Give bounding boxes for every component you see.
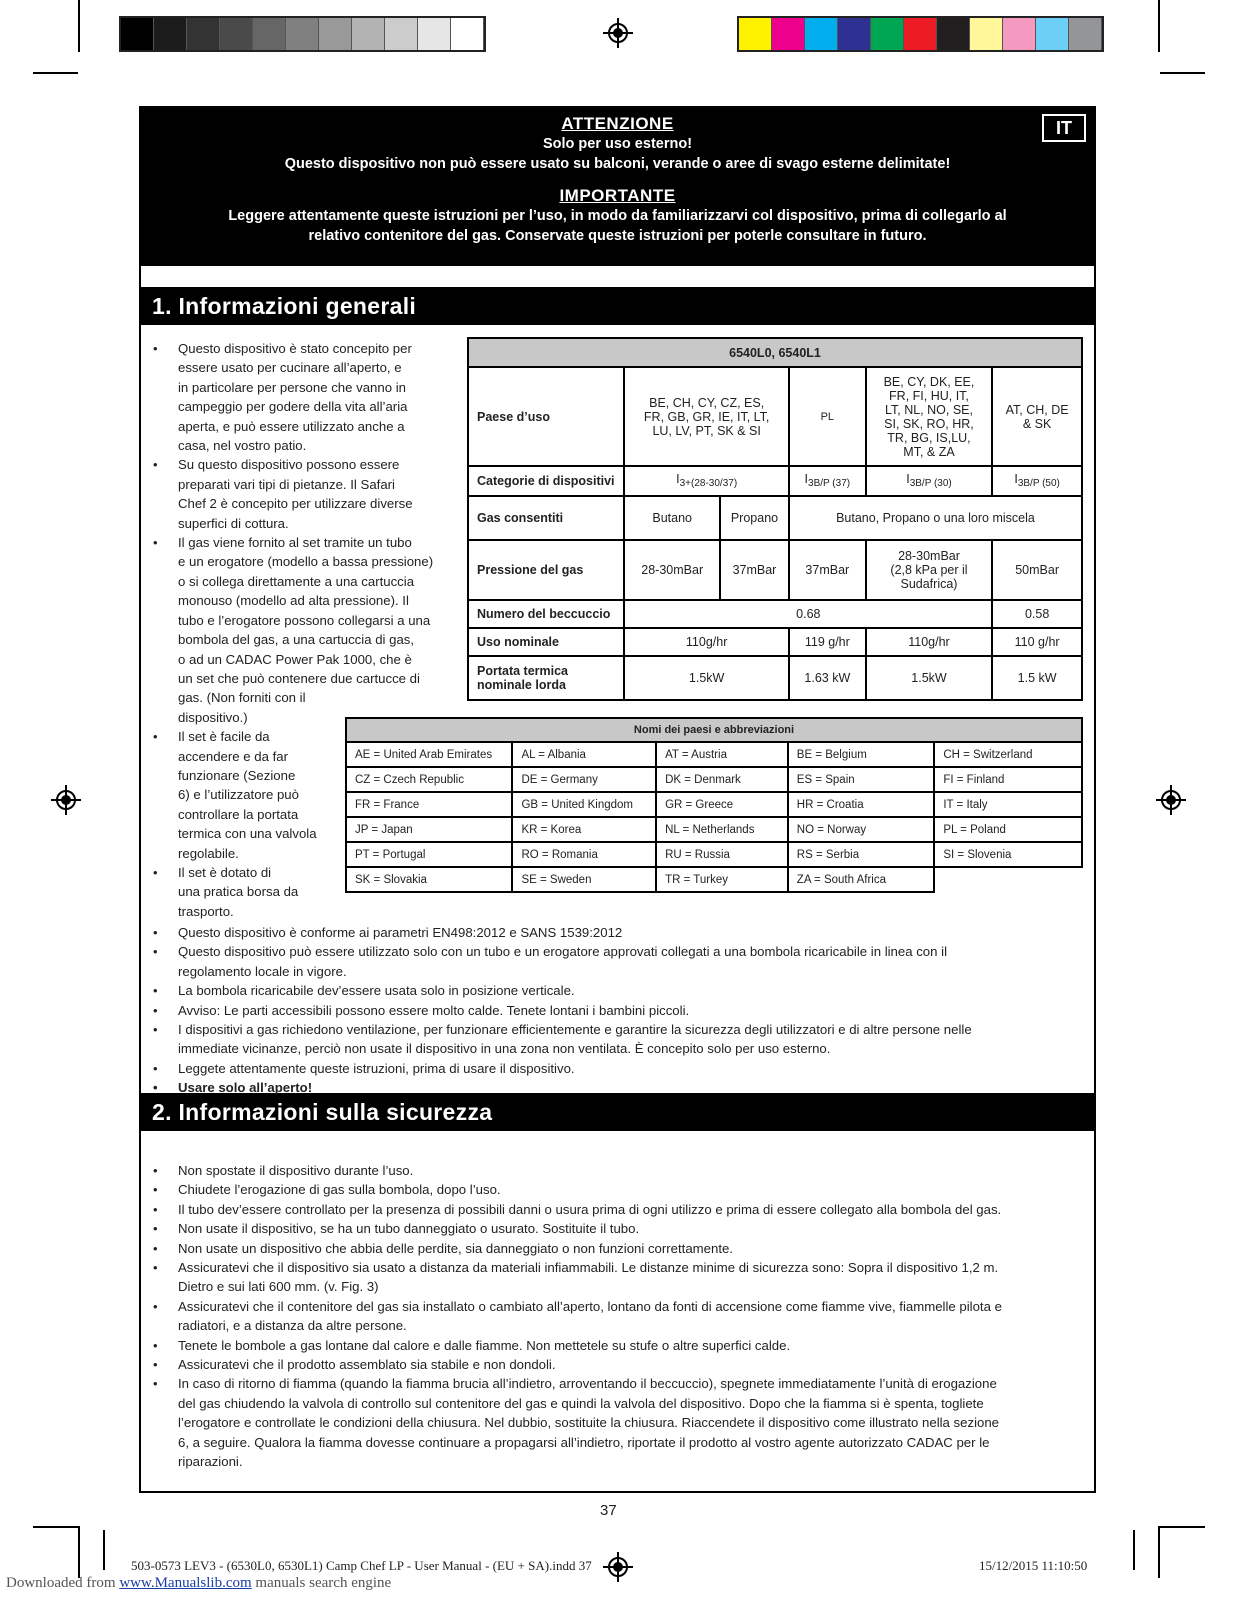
list-item-line: o ad un CADAC Power Pak 1000, che è	[178, 651, 412, 667]
cell-line: BE, CY, DK, EE,	[883, 374, 975, 389]
list-item	[147, 1297, 1067, 1336]
list-item-line: in particolare per persone che vanno in	[178, 379, 406, 395]
registration-mark-icon	[1156, 785, 1186, 815]
list-item-line: • Il tubo dev’essere controllato per la presenza di possibili danni o usura prima di ogni utilizzo e prima di essere collegato alla bombola del gas.	[178, 1201, 1002, 1217]
list-item	[147, 1355, 1067, 1374]
country-cell: IT = Italy	[934, 792, 1082, 817]
table-cell: Butano, Propano o una loro miscela	[789, 496, 1082, 540]
table-cell: 50mBar	[992, 540, 1082, 600]
crop-mark	[103, 1530, 105, 1570]
list-item-line: superfici di cottura.	[178, 515, 289, 531]
section-title: 1. Informazioni generali	[141, 287, 1094, 325]
list-item-line: funzionare (Sezione	[178, 767, 296, 783]
list-item-line: • Su questo dispositivo possono essere	[178, 457, 400, 473]
general-info-list-wide	[147, 923, 1067, 1098]
crop-mark	[33, 1526, 78, 1528]
download-notice	[6, 1575, 391, 1592]
category-base: I	[676, 471, 680, 486]
list-item-line: • In caso di ritorno di fiamma (quando la fiamma brucia all’indietro, arroventando il beccuccio), spegnete immediatamente l’unità di erogazione	[178, 1376, 997, 1392]
country-cell: TR = Turkey	[656, 867, 788, 892]
cell-line: Sudafrica)	[900, 577, 958, 591]
table-cell	[624, 466, 789, 496]
color-swatch	[772, 18, 805, 50]
country-cell: RU = Russia	[656, 842, 788, 867]
crop-mark	[1158, 0, 1160, 52]
crop-mark	[78, 1526, 80, 1578]
cell-line: TR, BG, IS,LU,	[887, 430, 971, 445]
footer-timestamp: 15/12/2015 11:10:50	[979, 1558, 1088, 1573]
color-swatch	[319, 18, 352, 50]
row-label: Categorie di dispositivi	[468, 466, 624, 496]
warning-banner	[141, 108, 1094, 266]
list-item-line: Dietro e sui lati 600 mm. (v. Fig. 3)	[178, 1279, 379, 1295]
cell-line: BE, CH, CY, CZ, ES,	[649, 395, 765, 410]
list-item-line: • Questo dispositivo è conforme ai parametri EN498:2012 e SANS 1539:2012	[178, 925, 623, 940]
list-item-line: • Assicuratevi che il contenitore del gas sia installato o cambiato all’aperto, lontano da fonti di accensione come fiamme vive, fiammelle pilota e	[178, 1298, 1002, 1314]
color-swatch	[286, 18, 319, 50]
cell-line: Portata termica	[477, 664, 569, 678]
safety-info-list	[147, 1161, 1067, 1472]
country-abbreviations-table	[345, 717, 1083, 893]
country-cell: ES = Spain	[788, 767, 935, 792]
row-label: Numero del beccuccio	[468, 600, 624, 628]
country-cell: DE = Germany	[512, 767, 656, 792]
crop-mark	[78, 0, 80, 52]
table-row	[346, 867, 1082, 892]
list-item-line: • Questo dispositivo può essere utilizzato solo con un tubo e un erogatore approvati collegati a una bombola ricaricabile in linea con il	[178, 944, 948, 960]
color-swatch	[838, 18, 871, 50]
country-cell: AL = Albania	[512, 742, 656, 767]
list-item-line: dispositivo.)	[178, 709, 248, 725]
cell-line: 28-30mBar	[898, 549, 960, 563]
table-cell: 1.63 kW	[789, 656, 866, 700]
list-item-line: • Chiudete l’erogazione di gas sulla bombola, dopo l’uso.	[178, 1182, 501, 1198]
cell-line: AT, CH, DE	[1005, 402, 1069, 417]
country-cell: CH = Switzerland	[934, 742, 1082, 767]
table-cell	[866, 540, 993, 600]
banner-heading-attenzione: ATTENZIONE	[561, 114, 674, 133]
table-cell	[789, 367, 866, 466]
country-cell: NL = Netherlands	[656, 817, 788, 842]
cmyk-color-bar	[737, 16, 1104, 52]
table-row	[346, 742, 1082, 767]
banner-line: Leggere attentamente queste istruzioni per l’uso, in modo da familiarizzarvi col dispositivo, prima di collegarlo al	[228, 208, 1007, 224]
country-cell: PL = Poland	[934, 817, 1082, 842]
country-cell: PT = Portugal	[346, 842, 512, 867]
list-item-line: Chef 2 è concepito per utilizzare diverse	[178, 496, 413, 512]
list-item-line: essere usato per cucinare all’aperto, e	[178, 360, 402, 376]
list-item	[147, 923, 1067, 942]
list-item-line: monouso (modello ad alta pressione). Il	[178, 593, 409, 609]
color-swatch	[904, 18, 937, 50]
list-item-line: del gas chiudendo la valvola di controllo sul contenitore del gas e quindi la valvola del dispositivo. Dopo che la fiamma si è spenta, togliete	[178, 1395, 984, 1411]
country-cell: CZ = Czech Republic	[346, 767, 512, 792]
list-item-line: • Non usate un dispositivo che abbia delle perdite, sia danneggiato o non funzioni correttamente.	[178, 1240, 733, 1256]
list-item-line: o si collega direttamente a una cartuccia	[178, 573, 415, 589]
cell-line: MT, & ZA	[903, 444, 955, 459]
download-prefix: Downloaded from	[6, 1575, 116, 1591]
section-title: 2. Informazioni sulla sicurezza	[141, 1093, 1094, 1131]
color-swatch	[121, 18, 154, 50]
registration-mark-icon	[603, 1552, 633, 1582]
list-item	[147, 942, 1067, 981]
specification-table	[467, 337, 1083, 701]
color-swatch	[418, 18, 451, 50]
color-swatch	[871, 18, 904, 50]
cell-line: FR, FI, HU, IT,	[889, 388, 969, 403]
table-cell: 0.58	[992, 600, 1082, 628]
list-item-line: • Avviso: Le parti accessibili possono essere molto calde. Tenete lontani i bambini piccoli.	[178, 1002, 690, 1018]
list-item-line: immediate vicinanze, perciò non usate il dispositivo in una zona non ventilata. È concepito solo per uso esterno.	[178, 1041, 831, 1057]
banner-line: Questo dispositivo non può essere usato su balconi, verande o aree di svago esterne delimitate!	[284, 156, 951, 172]
list-item	[147, 981, 1067, 1000]
list-item-line: campeggio per godere della vita all’aria	[178, 399, 408, 415]
color-swatch	[805, 18, 838, 50]
crop-mark	[33, 72, 78, 74]
country-cell: SK = Slovakia	[346, 867, 512, 892]
list-item-line: regolabile.	[178, 845, 239, 861]
country-cell: FR = France	[346, 792, 512, 817]
crop-mark	[1160, 72, 1205, 74]
list-item	[147, 1200, 1067, 1219]
country-cell: HR = Croatia	[788, 792, 935, 817]
table-cell: 28-30mBar	[624, 540, 720, 600]
row-label: Pressione del gas	[468, 540, 624, 600]
list-item-line: preparati vari tipi di pietanze. Il Safari	[178, 476, 395, 492]
list-item-line: • Questo dispositivo è stato concepito per	[178, 341, 412, 356]
color-swatch	[385, 18, 418, 50]
category-base: I	[906, 471, 910, 486]
list-item-line: tubo e l’erogatore possono collegarsi a una	[178, 612, 431, 628]
country-cell: FI = Finland	[934, 767, 1082, 792]
list-item-line: • Assicuratevi che il prodotto assemblato sia stabile e non dondoli.	[178, 1357, 556, 1373]
list-item-line: 6) e l’utilizzatore può	[178, 787, 299, 803]
color-swatch	[937, 18, 970, 50]
table-cell: 110g/hr	[624, 628, 789, 656]
color-swatch	[352, 18, 385, 50]
color-swatch	[1069, 18, 1102, 50]
cell-line: (2,8 kPa per il	[890, 563, 968, 577]
list-item-line: controllare la portata	[178, 806, 299, 822]
list-item-line: • I dispositivi a gas richiedono ventilazione, per funzionare efficientemente e garantire la sicurezza degli utilizzatori e di altre persone nelle	[178, 1022, 972, 1038]
table-cell	[992, 367, 1082, 466]
country-cell: RO = Romania	[512, 842, 656, 867]
country-cell	[934, 867, 1082, 892]
list-item	[147, 1258, 1067, 1297]
table-cell: 119 g/hr	[789, 628, 866, 656]
list-item	[147, 1059, 1067, 1078]
table-cell: 37mBar	[789, 540, 866, 600]
cell-line: SI, SK, RO, HR,	[884, 416, 974, 431]
footer-file-info: 503-0573 LEV3 - (6530L0, 6530L1) Camp Chef LP - User Manual - (EU + SA).indd 37	[131, 1558, 592, 1573]
table-cell: 1.5kW	[624, 656, 789, 700]
table-cell: 110 g/hr	[992, 628, 1082, 656]
cell-line: LU, LV, PT, SK & SI	[652, 423, 761, 438]
list-item-line: regolamento locale in vigore.	[178, 963, 347, 979]
list-item-line: • Leggete attentamente queste istruzioni, prima di usare il dispositivo.	[178, 1060, 575, 1076]
banner-heading-importante: IMPORTANTE	[559, 186, 676, 205]
country-cell: SI = Slovenia	[934, 842, 1082, 867]
list-item-line: e un erogatore (modello a bassa pressione)	[178, 554, 434, 570]
color-swatch	[1036, 18, 1069, 50]
country-cell: JP = Japan	[346, 817, 512, 842]
category-sub: 3+(28-30/37)	[679, 477, 738, 489]
list-item-line: l’erogatore e controllate le condizioni della chiusura. Nel dubbio, sostituite la chiusura. Riaccendete il dispositivo come illustrato nella sezione	[178, 1415, 1000, 1431]
row-label: Gas consentiti	[468, 496, 624, 540]
country-cell: RS = Serbia	[788, 842, 935, 867]
table-cell: 110g/hr	[866, 628, 993, 656]
cell-line: PL	[820, 410, 835, 423]
list-item	[147, 1219, 1067, 1238]
list-item-line: 6, a seguire. Qualora la fiamma dovesse continuare a propagarsi all’indietro, riportate il prodotto al vostro agente autorizzato CADAC per le	[178, 1434, 990, 1450]
list-item-line: • Non usate il dispositivo, se ha un tubo danneggiato o usurato. Sostituite il tubo.	[178, 1221, 640, 1237]
banner-line: Solo per uso esterno!	[542, 136, 693, 152]
country-cell: ZA = South Africa	[788, 867, 935, 892]
list-item	[147, 1180, 1067, 1199]
list-item	[147, 1336, 1067, 1355]
color-swatch	[154, 18, 187, 50]
table-header: Nomi dei paesi e abbreviazioni	[346, 718, 1082, 742]
page-number: 37	[600, 1502, 617, 1519]
list-item-line: • Il gas viene fornito al set tramite un tubo	[178, 535, 412, 551]
category-sub: 3B/P (37)	[808, 477, 851, 489]
list-item-line: gas. (Non forniti con il	[178, 690, 306, 706]
registration-mark-icon	[51, 785, 81, 815]
category-sub: 3B/P (30)	[909, 477, 952, 489]
table-cell	[992, 466, 1082, 496]
color-swatch	[187, 18, 220, 50]
registration-mark-icon	[603, 18, 633, 48]
language-badge: IT	[1042, 114, 1086, 142]
color-swatch	[220, 18, 253, 50]
table-row	[346, 767, 1082, 792]
cell-line: & SK	[1022, 416, 1052, 431]
list-item-line: termica con una valvola	[178, 826, 317, 842]
country-cell: GB = United Kingdom	[512, 792, 656, 817]
color-swatch	[1003, 18, 1036, 50]
table-cell	[866, 466, 993, 496]
country-cell: NO = Norway	[788, 817, 935, 842]
list-item	[147, 1161, 1067, 1180]
list-item	[147, 1239, 1067, 1258]
category-base: I	[1014, 471, 1018, 486]
list-item-line: aperta, e può essere utilizzato anche a	[178, 418, 405, 434]
table-cell	[789, 466, 866, 496]
manualslib-link[interactable]: www.Manualslib.com	[119, 1575, 252, 1591]
download-suffix: manuals search engine	[251, 1575, 392, 1591]
color-swatch	[970, 18, 1003, 50]
list-item-line: • Il set è facile da	[178, 729, 270, 745]
grayscale-color-bar	[119, 16, 486, 52]
category-base: I	[804, 471, 809, 486]
color-swatch	[451, 18, 484, 50]
list-item-line: radiatori, e a distanza da altre persone.	[178, 1318, 407, 1334]
country-cell: GR = Greece	[656, 792, 788, 817]
table-cell	[866, 367, 993, 466]
category-sub: 3B/P (50)	[1017, 477, 1060, 489]
list-item	[147, 1374, 1067, 1471]
list-item-line: • Tenete le bombole a gas lontane dal calore e dalle fiamme. Non mettetele su stufe o altre superfici calde.	[178, 1337, 791, 1353]
country-cell: AE = United Arab Emirates	[346, 742, 512, 767]
cell-line: LT, NL, NO, SE,	[884, 402, 973, 417]
list-item	[147, 1020, 1067, 1059]
table-cell: Propano	[720, 496, 789, 540]
table-cell: 0.68	[624, 600, 992, 628]
table-cell: Butano	[624, 496, 720, 540]
table-row	[346, 792, 1082, 817]
list-item-line: una pratica borsa da	[178, 884, 299, 900]
table-header: 6540L0, 6540L1	[468, 338, 1082, 367]
cell-line: nominale lorda	[477, 678, 566, 692]
list-item-line: trasporto.	[178, 903, 234, 919]
list-item-line: un set che può contenere due cartucce di	[178, 670, 420, 686]
list-item-line: accendere e da far	[178, 748, 288, 764]
crop-mark	[1160, 1526, 1205, 1528]
table-cell: 1.5kW	[866, 656, 993, 700]
row-label: Uso nominale	[468, 628, 624, 656]
table-row	[346, 842, 1082, 867]
table-cell: 1.5 kW	[992, 656, 1082, 700]
list-item-bold: • Usare solo all’aperto!	[147, 1078, 1067, 1097]
color-swatch	[253, 18, 286, 50]
table-cell	[624, 367, 789, 466]
table-row	[346, 817, 1082, 842]
country-cell: BE = Belgium	[788, 742, 935, 767]
list-item-line: casa, nel vostro patio.	[178, 438, 307, 454]
crop-mark	[1158, 1526, 1160, 1578]
list-item-line: • Il set è dotato di	[178, 864, 272, 880]
row-label: Paese d’uso	[468, 367, 624, 466]
country-cell: AT = Austria	[656, 742, 788, 767]
list-item-line: bombola del gas, a una cartuccia di gas,	[178, 632, 415, 648]
crop-mark	[1133, 1530, 1135, 1570]
table-cell: 37mBar	[720, 540, 789, 600]
country-cell: KR = Korea	[512, 817, 656, 842]
row-label	[468, 656, 624, 700]
list-item-line: • Assicuratevi che il dispositivo sia usato a distanza da materiali infiammabili. Le distanze minime di sicurezza sono: Sopra il dispositivo 1,2 m.	[178, 1260, 999, 1276]
color-swatch	[739, 18, 772, 50]
list-item-line: • La bombola ricaricabile dev’essere usata solo in posizione verticale.	[178, 983, 575, 999]
cell-line: FR, GB, GR, IE, IT, LT,	[643, 409, 770, 424]
list-item	[147, 1001, 1067, 1020]
list-item-line: • Non spostate il dispositivo durante l’uso.	[178, 1163, 414, 1178]
country-cell: DK = Denmark	[656, 767, 788, 792]
list-item-line: riparazioni.	[178, 1454, 243, 1470]
country-cell: SE = Sweden	[512, 867, 656, 892]
banner-line: relativo contenitore del gas. Conservate queste istruzioni per poterle consultare in futuro.	[308, 228, 927, 244]
